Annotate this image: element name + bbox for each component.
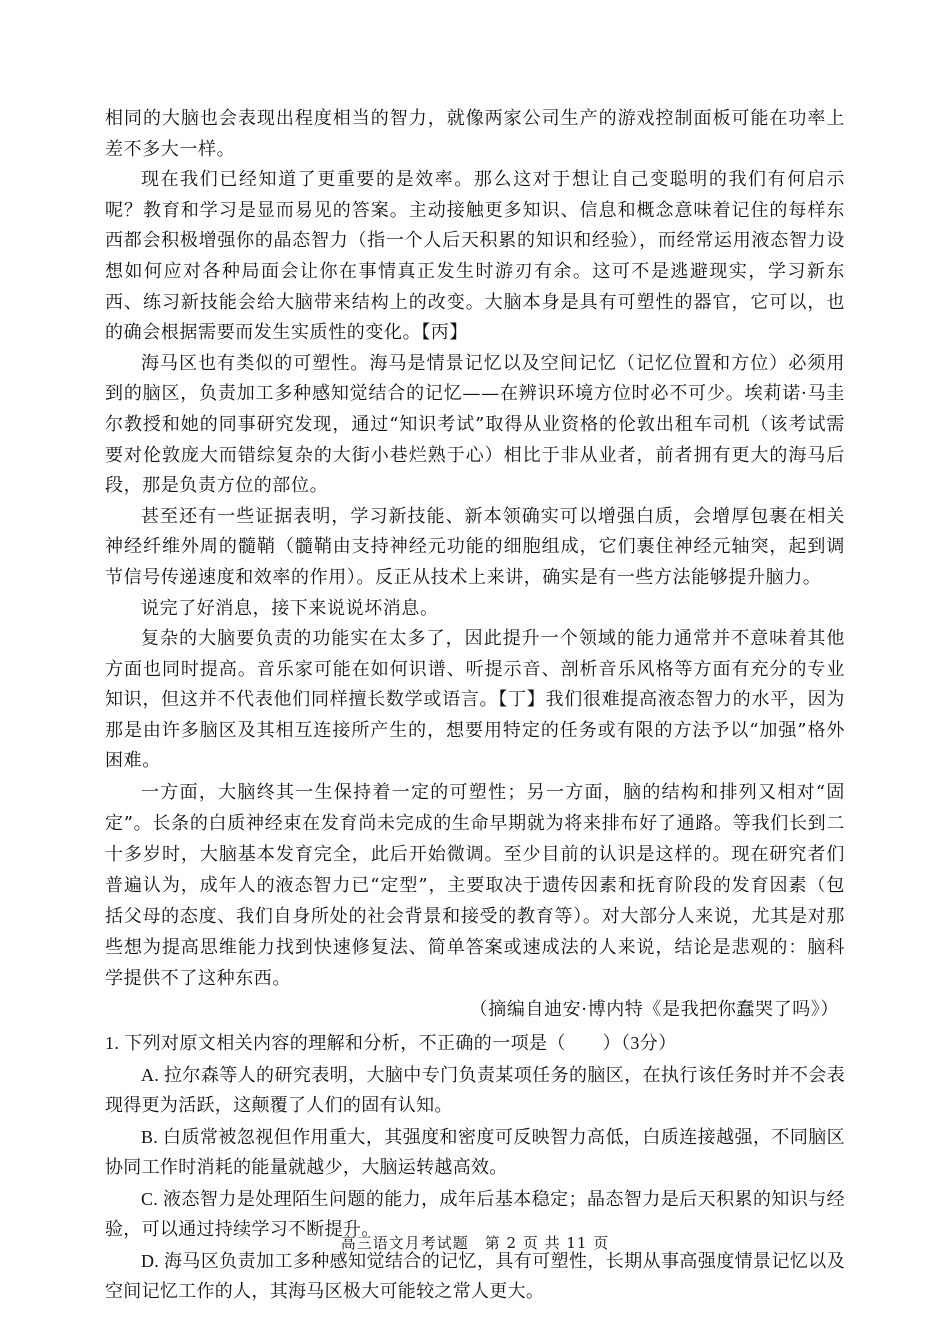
option-c: C. 液态智力是处理陌生问题的能力，成年后基本稳定；晶态智力是后天积累的知识与经验，可以通过持续学习不断提升。 xyxy=(105,1189,845,1240)
option-a: A. 拉尔森等人的研究表明，大脑中专门负责某项任务的脑区，在执行该任务时并不会表现得更为活跃，这颠覆了人们的固有认知。 xyxy=(105,1065,845,1116)
option-d: D. 海马区负责加工多种感知觉结合的记忆，具有可塑性，长期从事高强度情景记忆以及空间记忆工作的人，其海马区极大可能较之常人更大。 xyxy=(105,1251,845,1302)
passage-paragraph-2: 现在我们已经知道了更重要的是效率。那么这对于想让自己变聪明的我们有何启示呢？教育和学习是显而易见的答案。主动接触更多知识、信息和概念意味着记住的每样东西都会积极增强你的晶态智力（指一个人后天积累的知识和经验），而经常运用液态智力设想如何应对各种局面会让你在事情真正发生时游刃有余。这可不是逃避现实，学习新东西、练习新技能会给大脑带来结构上的改变。大脑本身是具有可塑性的器官，它可以，也的确会根据需要而发生实质性的变化。【丙】 xyxy=(105,169,845,344)
passage-paragraph-1: 相同的大脑也会表现出程度相当的智力，就像两家公司生产的游戏控制面板可能在功率上差不多大一样。 xyxy=(105,108,845,160)
passage-paragraph-6: 复杂的大脑要负责的功能实在太多了，因此提升一个领域的能力通常并不意味着其他方面也同时提高。音乐家可能在如何识谱、听提示音、剖析音乐风格等方面有充分的专业知识，但这并不代表他们同样擅长数学或语言。【丁】我们很难提高液态智力的水平，因为那是由许多脑区及其相互连接所产生的，想要用特定的任务或有限的方法予以“加强”格外困难。 xyxy=(105,628,845,772)
passage-paragraph-5: 说完了好消息，接下来说说坏消息。 xyxy=(141,597,439,619)
page-footer: 高三语文月考试题 第 2 页 共 11 页 xyxy=(340,1234,610,1252)
passage-source: （摘编自迪安·博内特《是我把你蠢哭了吗》） xyxy=(469,999,839,1021)
passage-paragraph-7: 一方面，大脑终其一生保持着一定的可塑性；另一方面，脑的结构和排列又相对“固定”。长条的白质神经束在发育尚未完成的生命早期就为将来排布好了通路。等我们长到二十多岁时，大脑基本发育完全，此后开始微调。至少目前的认识是这样的。现在研究者们普遍认为，成年人的液态智力已“定型”，主要取决于遗传因素和抚育阶段的发育因素（包括父母的态度、我们自身所处的社会背景和接受的教育等）。对大部分人来说，尤其是对那些想为提高思维能力找到快速修复法、简单答案或速成法的人来说，结论是悲观的：脑科学提供不了这种东西。 xyxy=(105,782,845,990)
option-b: B. 白质常被忽视但作用重大，其强度和密度可反映智力高低，白质连接越强，不同脑区协同工作时消耗的能量就越少，大脑运转越高效。 xyxy=(105,1127,845,1178)
reading-passage xyxy=(105,104,845,1026)
exam-page xyxy=(105,104,845,1306)
question-1 xyxy=(105,1026,845,1306)
passage-paragraph-4: 甚至还有一些证据表明，学习新技能、新本领确实可以增强白质，会增厚包裹在相关神经纤维外周的髓鞘（髓鞘由支持神经元功能的细胞组成，它们裹住神经元轴突，起到调节信号传递速度和效率的作用）。反正从技术上来讲，确实是有一些方法能够提升脑力。 xyxy=(105,505,845,588)
question-stem: 1. 下列对原文相关内容的理解和分析，不正确的一项是（ ）（3分） xyxy=(105,1033,677,1054)
passage-paragraph-3: 海马区也有类似的可塑性。海马是情景记忆以及空间记忆（记忆位置和方位）必须用到的脑区，负责加工多种感知觉结合的记忆——在辨识环境方位时必不可少。埃莉诺·马圭尔教授和她的同事研究发现，通过“知识考试”取得从业资格的伦敦出租车司机（该考试需要对伦敦庞大而错综复杂的大街小巷烂熟于心）相比于非从业者，前者拥有更大的海马后段，那是负责方位的部位。 xyxy=(105,352,845,497)
